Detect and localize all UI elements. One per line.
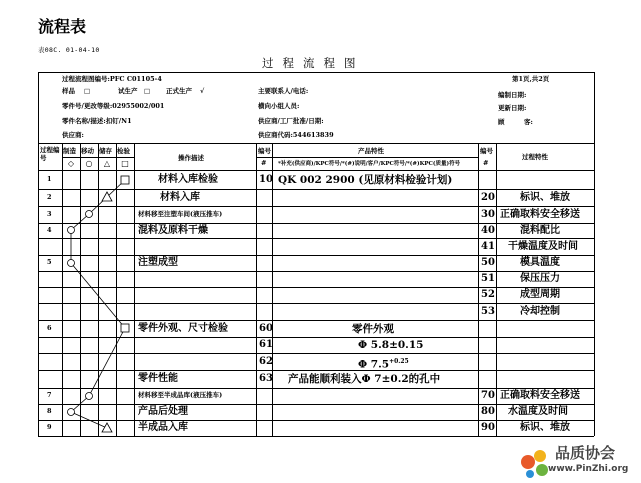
row-process-no: 80 xyxy=(481,406,495,417)
row-process-char: 标识、堆放 xyxy=(520,422,570,433)
flow-connector xyxy=(71,263,125,328)
supplier-code: 供应商代码:544613839 xyxy=(258,131,334,139)
row-process-char: 冷却控制 xyxy=(520,305,560,317)
row-process-no: 90 xyxy=(481,422,495,433)
flow-move-circle-icon xyxy=(86,393,93,400)
row-process-no: 30 xyxy=(481,208,495,220)
header-manufacture-symbol: ◇ xyxy=(67,159,75,168)
flow-connector xyxy=(89,328,125,396)
row-product-char: 产品能顺利装入Φ 7±0.2的孔中 xyxy=(288,373,441,385)
row-process-char: 水温度及时间 xyxy=(508,406,568,417)
row-operation: 零件外观、尺寸检验 xyxy=(138,322,228,334)
row-process-char: 正确取料安全移送 xyxy=(500,208,580,220)
row-operation: 零件性能 xyxy=(138,373,178,384)
customer-label-2: 客: xyxy=(524,118,533,126)
trial-label: 试生产 xyxy=(118,87,138,95)
row-process-no: 50 xyxy=(481,257,495,268)
row-process-no: 41 xyxy=(481,240,495,252)
header-inspect: 检验 xyxy=(117,147,130,155)
header-move: 移动 xyxy=(81,147,94,155)
row-step-no: 4 xyxy=(47,225,52,234)
header-store: 储存 xyxy=(99,147,112,155)
sample-checkbox: □ xyxy=(84,87,91,95)
header-step-no: 过程编号 xyxy=(40,146,60,162)
row-operation: 材料移至半成品库(液压推车) xyxy=(138,391,223,399)
flow-manufacture-circle-icon xyxy=(68,260,75,267)
document-title: 流程表 xyxy=(38,17,87,36)
row-product-char: Φ $7.5^{+0.25}$ xyxy=(358,357,409,370)
row-step-no: 3 xyxy=(47,209,52,218)
header-product-sub: *补充(供应商)/KPC符号/*(#)说明/客户/KPC符号/*(#)KPC(质量)符号 xyxy=(278,161,461,167)
row-product-no: 61 xyxy=(259,339,273,350)
header-product-no: 编号 xyxy=(258,147,271,155)
row-product-no: 62 xyxy=(259,355,273,367)
row-process-no: 70 xyxy=(481,390,495,401)
header-operation: 操作描述 xyxy=(178,154,204,162)
row-process-char: 正确取料安全移送 xyxy=(500,390,580,401)
flow-connector xyxy=(71,412,107,428)
part-number: 零件号/更改等级:02955002/001 xyxy=(62,102,165,110)
header-product-hash: # xyxy=(261,159,267,167)
row-step-no: 2 xyxy=(47,192,52,201)
row-product-char-superscript: +0.25 xyxy=(389,357,409,365)
row-operation: 材料移至注塑车间(液压推车) xyxy=(138,209,223,218)
row-step-no: 7 xyxy=(47,391,52,399)
row-process-no: 51 xyxy=(481,273,495,284)
chart-title: 过程流程图 xyxy=(262,56,365,70)
prep-date-label: 编制日期: xyxy=(498,91,527,99)
row-operation: 产品后处理 xyxy=(138,406,188,417)
form-code: 表08C. 01-04-10 xyxy=(38,46,100,54)
header-product-char: 产品特性 xyxy=(358,147,384,155)
row-operation: 半成品入库 xyxy=(138,422,188,433)
flow-inspect-square-icon xyxy=(121,176,129,184)
logo-mark-icon xyxy=(521,450,548,478)
header-manufacture: 制造 xyxy=(63,147,76,155)
row-product-no: 60 xyxy=(259,322,273,334)
contact-label: 主要联系人/电话: xyxy=(258,87,309,95)
flow-move-circle-icon xyxy=(86,211,93,218)
flow-inspect-square-icon xyxy=(121,324,129,332)
row-process-char: 混料配比 xyxy=(520,224,560,236)
chart-number: 过程流程图编号:PFC C01105-4 xyxy=(62,75,162,83)
production-label: 正式生产 xyxy=(166,87,192,95)
row-product-char: 零件外观 xyxy=(352,322,394,335)
header-store-symbol: △ xyxy=(103,159,111,168)
header-process-char: 过程特性 xyxy=(522,153,548,161)
flow-manufacture-circle-icon xyxy=(68,227,75,234)
row-step-no: 5 xyxy=(47,258,52,266)
logo-name: 品质协会 xyxy=(555,444,616,462)
row-process-no: 52 xyxy=(481,289,495,300)
team-label: 横向小组人员: xyxy=(258,102,300,110)
row-operation: 材料入库 xyxy=(160,191,200,203)
row-operation: 材料入库检验 xyxy=(158,173,218,185)
flow-manufacture-circle-icon xyxy=(68,409,75,416)
sample-label: 样品 xyxy=(62,87,75,95)
row-product-no: 63 xyxy=(259,373,273,384)
customer-label: 顾 xyxy=(498,118,505,126)
trial-checkbox: □ xyxy=(144,87,151,95)
row-process-char: 保压压力 xyxy=(520,273,560,284)
row-process-no: 20 xyxy=(481,191,495,203)
row-step-no: 1 xyxy=(47,174,52,183)
row-operation: 混料及原料干燥 xyxy=(138,224,208,236)
row-step-no: 8 xyxy=(47,407,52,415)
row-product-char: Φ 5.8±0.15 xyxy=(358,339,424,351)
row-step-no: 9 xyxy=(47,423,52,431)
production-check: √ xyxy=(200,87,205,95)
header-inspect-symbol: □ xyxy=(121,159,129,168)
row-step-no: 6 xyxy=(47,323,52,332)
logo-url: www.PinZhi.org xyxy=(548,464,629,474)
row-operation: 注塑成型 xyxy=(138,257,178,268)
row-process-char: 标识、堆放 xyxy=(520,191,570,203)
page-number: 第1页,共2页 xyxy=(512,75,550,83)
row-process-no: 53 xyxy=(481,305,495,317)
header-process-no: 编号 xyxy=(480,147,493,155)
row-product-char: QK 002 2900 (见原材料检验计划) xyxy=(278,173,453,186)
supplier-label: 供应商: xyxy=(62,131,84,139)
row-process-no: 40 xyxy=(481,224,495,236)
header-process-hash: # xyxy=(483,159,489,167)
header-move-symbol: ○ xyxy=(85,159,93,168)
flow-store-triangle-icon xyxy=(102,423,112,432)
part-name: 零件名称/描述:扣钉/N1 xyxy=(62,117,132,125)
row-process-char: 成型周期 xyxy=(520,289,560,300)
row-process-char: 干燥温度及时间 xyxy=(508,240,578,252)
row-process-char: 模具温度 xyxy=(520,257,560,268)
row-product-no: 10 xyxy=(259,173,273,185)
revise-date-label: 更新日期: xyxy=(498,104,527,112)
supplier-approval-label: 供应商/工厂批准/日期: xyxy=(258,117,324,125)
